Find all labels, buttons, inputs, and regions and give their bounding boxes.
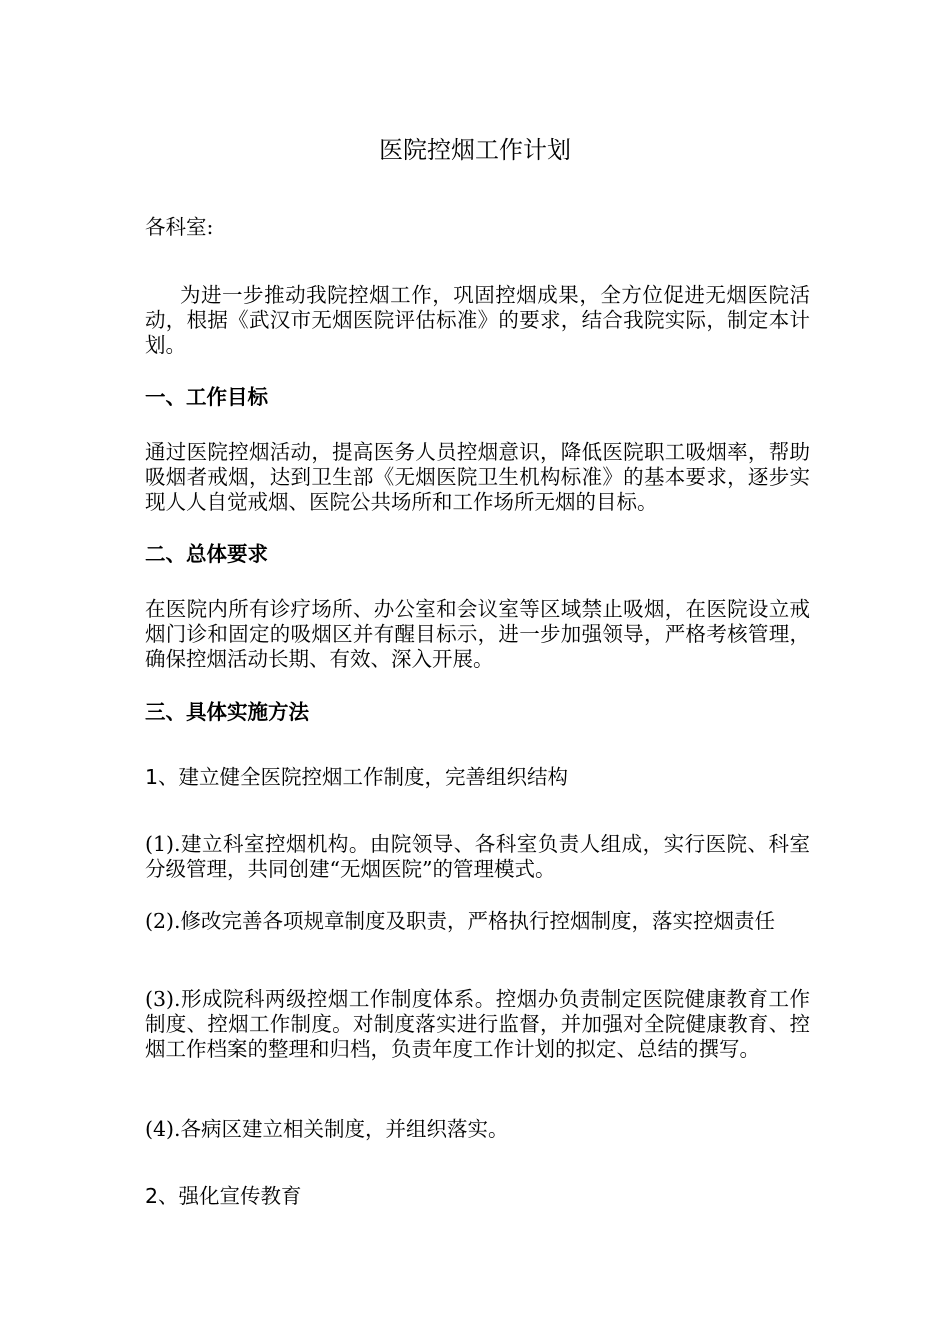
subsection-heading-2: 2、强化宣传教育 — [145, 1184, 302, 1208]
list-item: (1).建立科室控烟机构。由院领导、各科室负责人组成，实行医院、科室分级管理，共同创建“无烟医院”的管理模式。 — [145, 832, 810, 881]
list-item: (2).修改完善各项规章制度及职责，严格执行控烟制度，落实控烟责任 — [145, 909, 776, 933]
section-heading-methods: 三、具体实施方法 — [145, 700, 309, 724]
salutation: 各科室: — [145, 215, 214, 239]
intro-paragraph: 为进一步推动我院控烟工作，巩固控烟成果，全方位促进无烟医院活动，根据《武汉市无烟医院评估标准》的要求，结合我院实际，制定本计划。 — [145, 283, 810, 357]
section-heading-requirements: 二、总体要求 — [145, 542, 268, 566]
subsection-heading-1: 1、建立健全医院控烟工作制度，完善组织结构 — [145, 765, 569, 789]
section-body-goals: 通过医院控烟活动，提高医务人员控烟意识，降低医院职工吸烟率，帮助吸烟者戒烟，达到卫生部《无烟医院卫生机构标准》的基本要求，逐步实现人人自觉戒烟、医院公共场所和工作场所无烟的目标。 — [145, 440, 810, 514]
list-item: (3).形成院科两级控烟工作制度体系。控烟办负责制定医院健康教育工作制度、控烟工作制度。对制度落实进行监督，并加强对全院健康教育、控烟工作档案的整理和归档，负责年度工作计划的拟定、总结的撰写。 — [145, 987, 810, 1061]
section-heading-goals: 一、工作目标 — [145, 385, 268, 409]
section-body-requirements: 在医院内所有诊疗场所、办公室和会议室等区域禁止吸烟，在医院设立戒烟门诊和固定的吸烟区并有醒目标示，进一步加强领导，严格考核管理，确保控烟活动长期、有效、深入开展。 — [145, 597, 810, 671]
document-title: 医院控烟工作计划 — [379, 136, 571, 164]
list-item: (4).各病区建立相关制度，并组织落实。 — [145, 1117, 509, 1141]
